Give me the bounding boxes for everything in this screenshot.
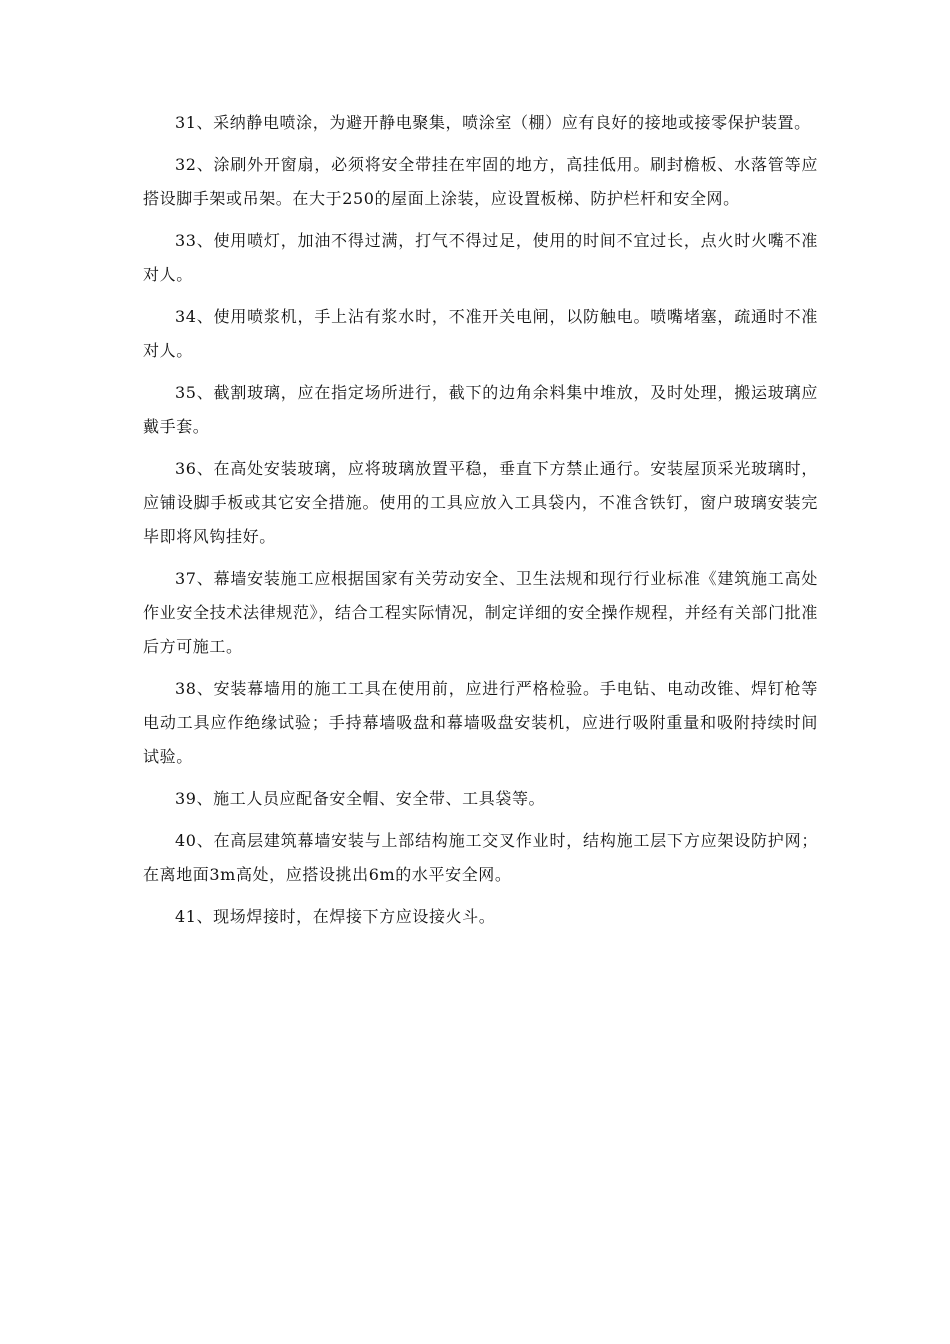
- paragraph-37: 37、幕墙安装施工应根据国家有关劳动安全、卫生法规和现行行业标准《建筑施工高处作业安全技术法律规范》，结合工程实际情况，制定详细的安全操作规程，并经有关部门批准后方可施工。: [143, 569, 818, 656]
- paragraph-32: 32、涂刷外开窗扇，必须将安全带挂在牢固的地方，高挂低用。刷封檐板、水落管等应搭设脚手架或吊架。在大于250的屋面上涂装，应设置板梯、防护栏杆和安全网。: [143, 155, 818, 208]
- paragraph-33: 33、使用喷灯，加油不得过满，打气不得过足，使用的时间不宜过长，点火时火嘴不准对人。: [143, 231, 818, 284]
- paragraph-39: 39、施工人员应配备安全帽、安全带、工具袋等。: [175, 789, 546, 808]
- paragraph-38: 38、安装幕墙用的施工工具在使用前，应进行严格检验。手电钻、电动改锥、焊钉枪等电动工具应作绝缘试验；手持幕墙吸盘和幕墙吸盘安装机，应进行吸附重量和吸附持续时间试验。: [143, 679, 818, 766]
- paragraph-34: 34、使用喷浆机，手上沾有浆水时，不准开关电闸，以防触电。喷嘴堵塞，疏通时不准对人。: [143, 307, 818, 360]
- paragraph-41: 41、现场焊接时，在焊接下方应设接火斗。: [175, 907, 496, 926]
- paragraph-36: 36、在高处安装玻璃，应将玻璃放置平稳，垂直下方禁止通行。安装屋顶采光玻璃时，应铺设脚手板或其它安全措施。使用的工具应放入工具袋内，不准含铁钉，窗户玻璃安装完毕即将风钩挂好。: [143, 459, 818, 546]
- paragraph-35: 35、截割玻璃，应在指定场所进行，截下的边角余料集中堆放，及时处理，搬运玻璃应戴手套。: [143, 383, 818, 436]
- document-body: [143, 106, 818, 942]
- paragraph-40: 40、在高层建筑幕墙安装与上部结构施工交叉作业时，结构施工层下方应架设防护网；在离地面3m高处，应搭设挑出6m的水平安全网。: [143, 831, 818, 884]
- paragraph-31: 31、采纳静电喷涂，为避开静电聚集，喷涂室（棚）应有良好的接地或接零保护装置。: [175, 113, 811, 132]
